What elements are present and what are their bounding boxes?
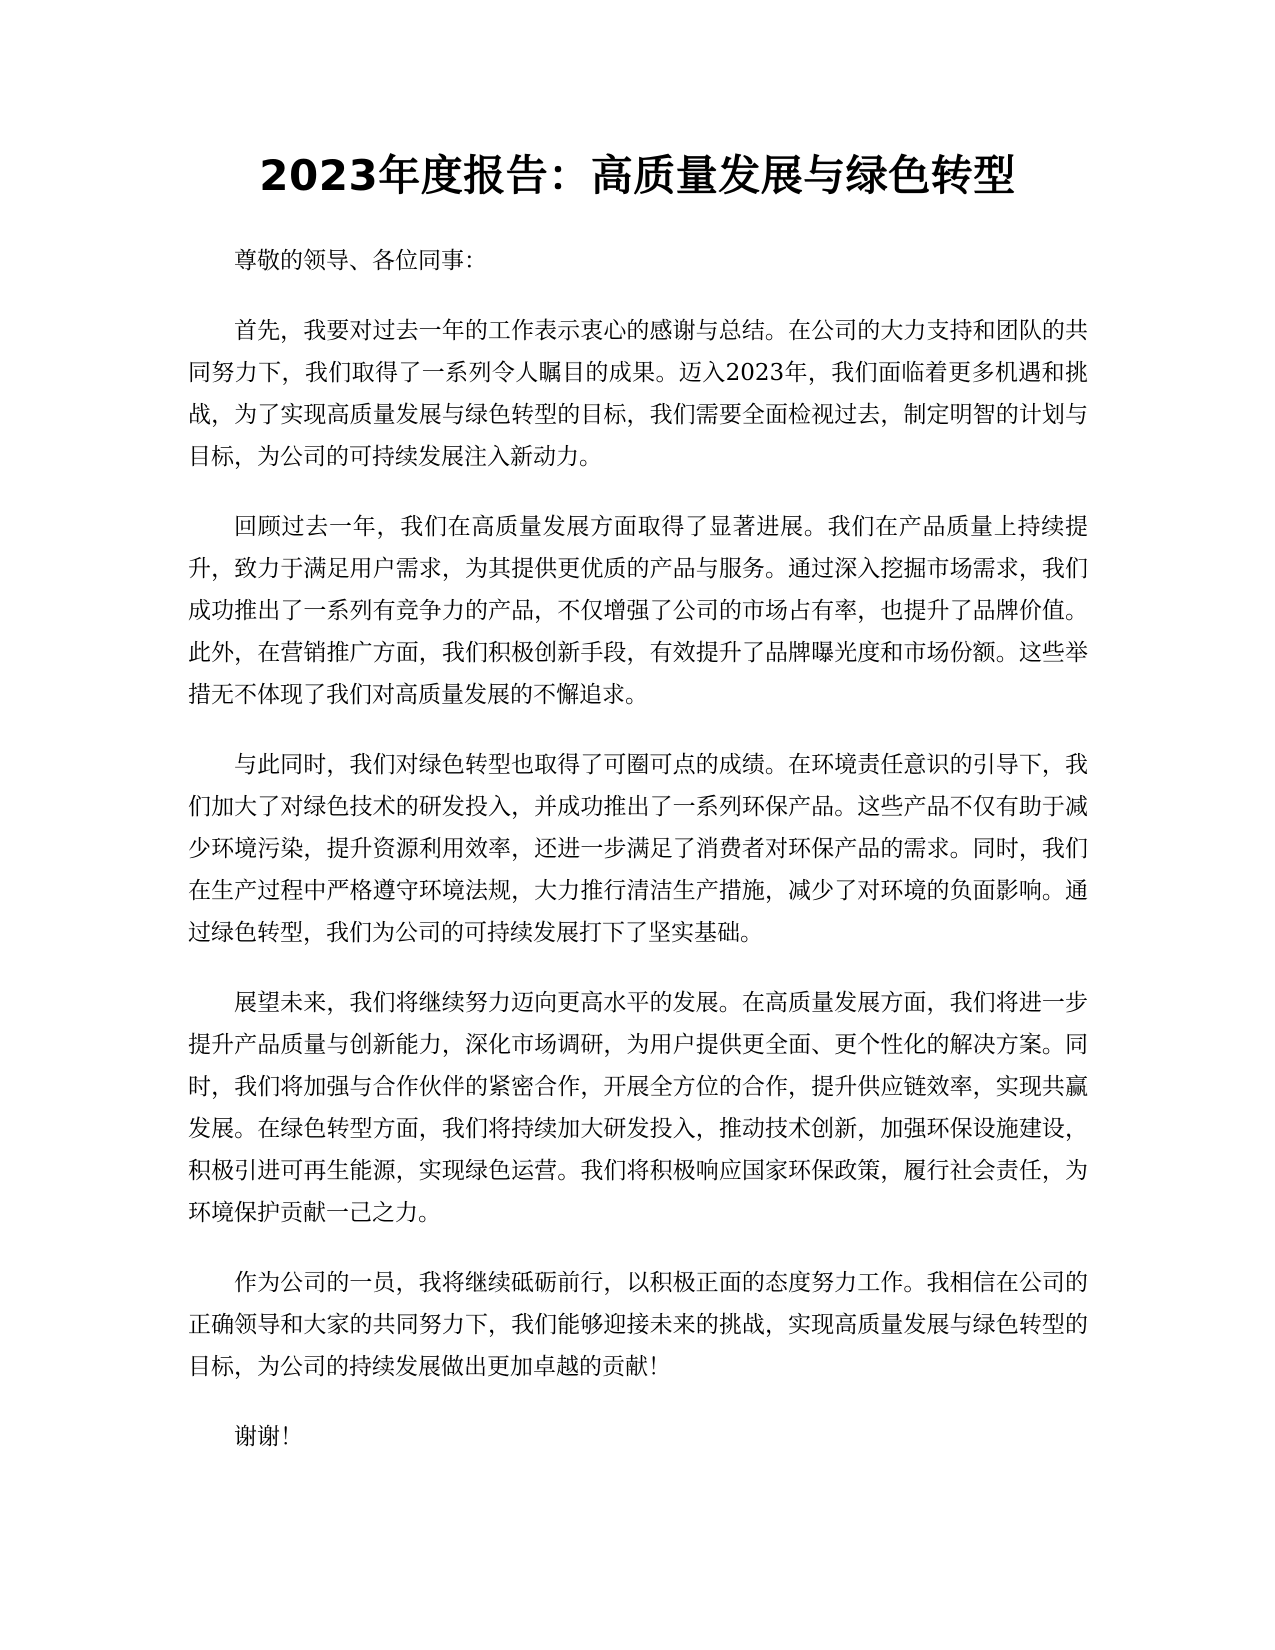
document-title: 2023年度报告：高质量发展与绿色转型	[259, 151, 1016, 200]
paragraph-5: 作为公司的一员，我将继续砥砺前行，以积极正面的态度努力工作。我相信在公司的正确领导和大家的共同努力下，我们能够迎接未来的挑战，实现高质量发展与绿色转型的目标，为公司的持续发展做出更加卓越的贡献！	[188, 1270, 1088, 1380]
paragraph-2: 回顾过去一年，我们在高质量发展方面取得了显著进展。我们在产品质量上持续提升，致力于满足用户需求，为其提供更优质的产品与服务。通过深入挖掘市场需求，我们成功推出了一系列有竞争力的产品，不仅增强了公司的市场占有率，也提升了品牌价值。此外，在营销推广方面，我们积极创新手段，有效提升了品牌曝光度和市场份额。这些举措无不体现了我们对高质量发展的不懈追求。	[188, 514, 1088, 708]
paragraph-3: 与此同时，我们对绿色转型也取得了可圈可点的成绩。在环境责任意识的引导下，我们加大了对绿色技术的研发投入，并成功推出了一系列环保产品。这些产品不仅有助于减少环境污染，提升资源利用效率，还进一步满足了消费者对环保产品的需求。同时，我们在生产过程中严格遵守环境法规，大力推行清洁生产措施，减少了对环境的负面影响。通过绿色转型，我们为公司的可持续发展打下了坚实基础。	[188, 752, 1088, 946]
salutation: 尊敬的领导、各位同事：	[234, 248, 487, 274]
paragraph-1: 首先，我要对过去一年的工作表示衷心的感谢与总结。在公司的大力支持和团队的共同努力下，我们取得了一系列令人瞩目的成果。迈入2023年，我们面临着更多机遇和挑战，为了实现高质量发展与绿色转型的目标，我们需要全面检视过去，制定明智的计划与目标，为公司的可持续发展注入新动力。	[188, 318, 1088, 470]
paragraph-4: 展望未来，我们将继续努力迈向更高水平的发展。在高质量发展方面，我们将进一步提升产品质量与创新能力，深化市场调研，为用户提供更全面、更个性化的解决方案。同时，我们将加强与合作伙伴的紧密合作，开展全方位的合作，提升供应链效率，实现共赢发展。在绿色转型方面，我们将持续加大研发投入，推动技术创新，加强环保设施建设，积极引进可再生能源，实现绿色运营。我们将积极响应国家环保政策，履行社会责任，为环境保护贡献一己之力。	[188, 990, 1088, 1226]
closing: 谢谢！	[234, 1424, 303, 1450]
document-body	[188, 240, 1088, 1486]
